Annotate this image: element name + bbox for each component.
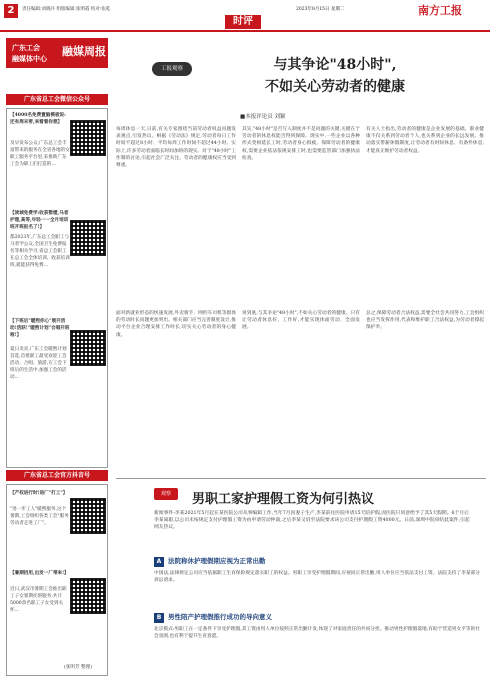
subhead-letter-b: B bbox=[154, 613, 164, 623]
qr-code-icon bbox=[70, 578, 106, 614]
article1-col-5: 说到底,与其争论"48小时",不如关心劳动者的健康。只有让劳动者休息好、工作好,才能实现体面劳动、全面发展。 bbox=[242, 311, 360, 331]
article2-body-a: 中国法,法律规定公司应当依据职工生育保险规定落实职工的权益。男职工享受护理假期间,应视同正常出勤,用人单位应当依法支付工资。法院支持了李某部分诉讼请求。 bbox=[154, 571, 480, 584]
issue-date: 2023年8月15日 星期二 bbox=[296, 7, 345, 12]
sidebar-item-text: 都2023年,广东总工会职工与马者学公众,全国卫生免费报名等相关学习,省总工会职工在总工会全体培训、收获培训班,就能获得免费... bbox=[10, 235, 70, 268]
sidebar-head-line2: 融媒体中心 bbox=[12, 55, 47, 63]
sidebar-item-title: 【产权进行时!进厂"打工"】 bbox=[10, 491, 68, 496]
article-divider bbox=[116, 478, 486, 479]
sidebar-masthead bbox=[6, 38, 108, 68]
sidebar-title-douyin: 广东省总工会官方抖音号 bbox=[6, 470, 108, 481]
subhead-a bbox=[154, 556, 484, 566]
qr-code-icon bbox=[70, 498, 106, 534]
sidebar-item-title: 【下班后"暖煦你心"展开活动!活跃!"暖煦计划"合唱开班啦!】 bbox=[10, 319, 70, 338]
sidebar-footer: (张明芳 整理) bbox=[64, 665, 93, 670]
sidebar-item-text: 夏日炎炎,广东工会暖煦计划首选,首批职工最受欢迎工会活动、合唱、旅游,在工会下班后的生活中,加强工会的活动... bbox=[10, 347, 67, 380]
sidebar-title-wechat: 广东省总工会微信公众号 bbox=[6, 94, 108, 105]
editor-meta: 责任编辑:刘晓丹 组版编辑:张明霞 校对:张乾 bbox=[22, 7, 111, 12]
headline-1-line1: 与其争论"48小时", bbox=[273, 57, 397, 73]
headline-1 bbox=[200, 54, 470, 98]
page-number: 2 bbox=[4, 4, 18, 18]
sidebar-item-text: 近日,武汉市暑期工会推出职工子女暑期托班服务,共计5000余名职工子女受到关怀... bbox=[10, 587, 67, 613]
headline-2: 男职工家护理假工资为何引热议 bbox=[192, 492, 375, 507]
article1-col-1: 每周休息一天,日前,有关专家围绕当前劳动者权益问题发表观点,引发热议。根据《劳动法》规定,劳动者每日工作时间不超过8小时、平均每周工作时间不超过44小时。实际上,许多劳动者面临长时间加班的现实。对于"48小时"工作制的讨论,引起社会广泛关注。劳动者的健康权应当受到尊重。 bbox=[116, 127, 236, 169]
subhead-b bbox=[154, 612, 484, 622]
article2-badge: 观察 bbox=[154, 488, 178, 500]
article1-col-2: 其实,"48小时"是否写入制度并不是问题的关键,关键在于劳动者的休息权能否得到保障。现实中,一些企业以各种形式变相延长工时,劳动者身心俱疲。保障劳动者的健康权,需要企业依法依规安排工时,也需要监管部门加强执法检查。 bbox=[242, 127, 360, 161]
newspaper-logo: 南方工报 bbox=[418, 4, 462, 17]
qr-code-icon bbox=[70, 120, 106, 156]
sidebar-item-text: "进一步工人"暖煦服务,这个暑期,工会组织各类工会"服务劳动者走进工厂"。 bbox=[10, 507, 69, 526]
column-badge: 工报观察 bbox=[152, 62, 192, 76]
sidebar-brand: 融媒周报 bbox=[62, 45, 106, 58]
article1-col-6: 总之,保障劳动者合法权益,需要全社会共同努力,工会组织也应当发挥作用,代表和维护职工合法权益,为劳动者撑起保护伞。 bbox=[366, 311, 484, 331]
sidebar-item-title: 【读城免费学:收获暂缓,马者护理,高等,年轻一一全月培训班开班报名了!】 bbox=[10, 211, 69, 230]
article2-body-b: 北京模式:男职工在一定条件下享受护理假,其工资由用人单位按照正常出勤计发,体现了对家庭责任的共同分担。推动男性护理假落地,有助于营造男女平等的社会氛围,也有利于提升生育意愿。 bbox=[154, 627, 480, 640]
qr-code-icon bbox=[70, 220, 106, 256]
subhead-b-text: 男性陪产护理假推行成功的导向意义 bbox=[168, 613, 272, 621]
sidebar-item-title: 【4000名免费置脑模板说:还有周末带,来看看你想】 bbox=[10, 113, 66, 125]
sidebar-item-title: 【暑期招用,出发一厂带来!】 bbox=[10, 571, 69, 576]
byline: ■本报评论员 刘颖 bbox=[240, 114, 286, 120]
headline-1-line2: 不如关心劳动者的健康 bbox=[265, 79, 405, 95]
sidebar-item-text: 及早发布公众,广东总工会丰富带来的服务在全省各地的女职工服务平台里,来推新广东工会为职工们打造的... bbox=[10, 141, 70, 167]
qr-code-icon bbox=[70, 330, 106, 366]
subhead-letter-a: A bbox=[154, 557, 164, 567]
article1-col-4: 面对新就业形态的快速发展,外卖骑手、网约车司机等群体的劳动时长问题更加突出。相关部门应当完善制度设计,推动平台企业合理安排工作时长,切实关心劳动者的身心健康。 bbox=[116, 311, 236, 338]
article2-intro: 新闻事件:李某2021年5月起在某医院公司从事编辑工作,当年7月因妻子生产,李某前往医院申请15天陪护假,而医院只同意给予了其5天假期。6个月后李某离职,以公司未按规定支付护理假工资为由申请劳动仲裁,之后李某又诉至法院要求该公司支付护理假工资4000元。日前,深圳中院审结此案件,引起网友热议。 bbox=[154, 511, 470, 531]
subhead-a-text: 法院称休护理假期应视为正常出勤 bbox=[168, 557, 266, 565]
article1-col-3: 有关人士指出,劳动者的健康是企业发展的基础。职业健康不仅关系到劳动者个人,也关系到企业的长远发展。推动落实带薪休假制度,让劳动者有时间休息、有条件休息,才能真正维护劳动者权益。 bbox=[366, 127, 484, 154]
section-tab: 时评 bbox=[225, 15, 261, 29]
sidebar-head-line1: 广东工会 bbox=[12, 44, 40, 52]
header-rule bbox=[0, 30, 490, 32]
